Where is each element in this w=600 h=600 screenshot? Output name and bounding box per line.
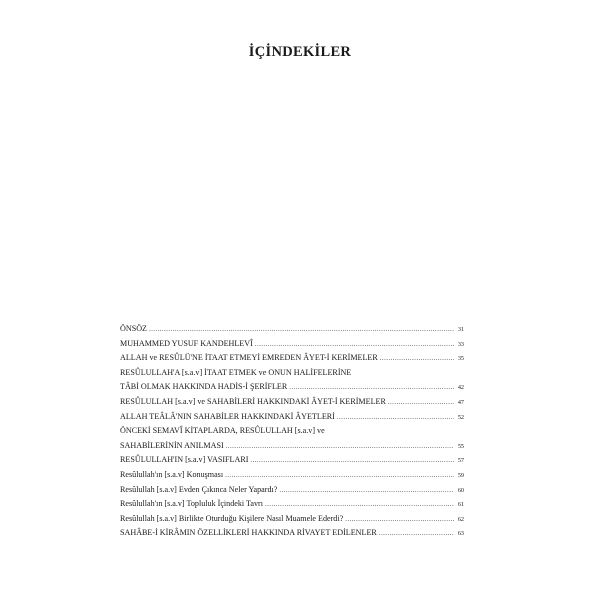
toc-entry: [120, 380, 464, 395]
toc-entry-page: 61: [457, 501, 464, 509]
page-title: İÇİNDEKİLER: [248, 44, 352, 60]
toc-entry-label: MUHAMMED YUSUF KANDEHLEVÎ: [120, 338, 253, 348]
dot-leader: [250, 453, 454, 468]
toc-entry: [120, 483, 464, 498]
toc-entry-page: 33: [457, 340, 464, 348]
toc-entry-page: 42: [457, 384, 464, 392]
toc-entry-label: ALLAH TEÂLÂ'NIN SAHABİLER HAKKINDAKİ ÂYETLERİ: [120, 411, 335, 421]
toc-entry: [120, 512, 464, 527]
toc-entry-label: RESÛLULLAH'A [s.a.v] İTAAT ETMEK ve ONUN HALİFELERİNE: [120, 367, 352, 377]
toc-entry: [120, 337, 464, 352]
toc-entry-label: ALLAH ve RESÛLÜ'NE İTAAT ETMEYİ EMREDEN ÂYET-İ KERİMELER: [120, 353, 378, 363]
dot-leader: [337, 410, 454, 425]
toc-entry-label: Resûlullah [s.a.v] Evden Çıkınca Neler Yapardı?: [120, 484, 278, 494]
toc-entry-label: SAHÂBE-İ KİRÂMIN ÖZELLİKLERİ HAKKINDA RİVAYET EDİLENLER: [120, 528, 377, 538]
toc-entry: [120, 497, 464, 512]
toc-entry-page: 47: [457, 398, 464, 406]
dot-leader: [279, 483, 454, 498]
dot-leader: [149, 322, 454, 337]
dot-leader: [255, 337, 454, 352]
toc-entry-label: Resûlullah'ın [s.a.v] Topluluk İçindeki Tavrı: [120, 499, 263, 509]
toc-entry: [120, 351, 464, 366]
toc-entry-label: RESÛLULLAH [s.a.v] ve SAHABİLERİ HAKKINDAKİ ÂYET-İ KERİMELER: [120, 396, 386, 406]
dot-leader: [226, 439, 454, 454]
toc-entry-page: 31: [457, 326, 464, 333]
toc-entry-page: 60: [457, 486, 464, 494]
toc-entry-page: 63: [457, 530, 464, 538]
toc-entry-page: 62: [457, 515, 464, 523]
dot-leader: [289, 380, 454, 395]
toc-entry: [120, 322, 464, 337]
dot-leader: [345, 512, 454, 527]
toc-entry: [120, 439, 464, 454]
toc-entry-label: Resûlullah'ın [s.a.v] Konuşması: [120, 469, 224, 479]
toc-entry-label: RESÛLULLAH'IN [s.a.v] VASIFLARI: [120, 455, 249, 465]
toc-entry: [120, 395, 464, 410]
table-of-contents: [120, 322, 464, 541]
toc-entry-page: 55: [457, 442, 464, 450]
toc-entry-page: 59: [457, 471, 464, 479]
toc-entry: [120, 424, 464, 439]
dot-leader: [388, 395, 454, 410]
toc-entry-page: 57: [457, 457, 464, 465]
toc-entry: [120, 453, 464, 468]
toc-entry: [120, 468, 464, 483]
toc-entry: [120, 366, 464, 381]
dot-leader: [380, 351, 454, 366]
toc-entry: [120, 526, 464, 541]
toc-entry-label: TÂBİ OLMAK HAKKINDA HADİS-İ ŞERİFLER: [120, 382, 288, 392]
toc-entry-label: SAHABİLERİNİN ANILMASI: [120, 440, 224, 450]
toc-entry-label: ÖNCEKİ SEMAVÎ KİTAPLARDA, RESÛLULLAH [s.a.v] ve: [120, 426, 325, 436]
dot-leader: [265, 497, 454, 512]
dot-leader: [225, 468, 454, 483]
toc-entry-page: 52: [457, 413, 464, 421]
toc-entry-label: Resûlullah [s.a.v] Birlikte Oturduğu Kişilere Nasıl Muamele Ederdi?: [120, 513, 344, 523]
toc-entry: [120, 410, 464, 425]
dot-leader: [379, 526, 454, 541]
toc-entry-label: ÖNSÖZ: [120, 324, 147, 333]
toc-entry-page: 35: [457, 355, 464, 363]
